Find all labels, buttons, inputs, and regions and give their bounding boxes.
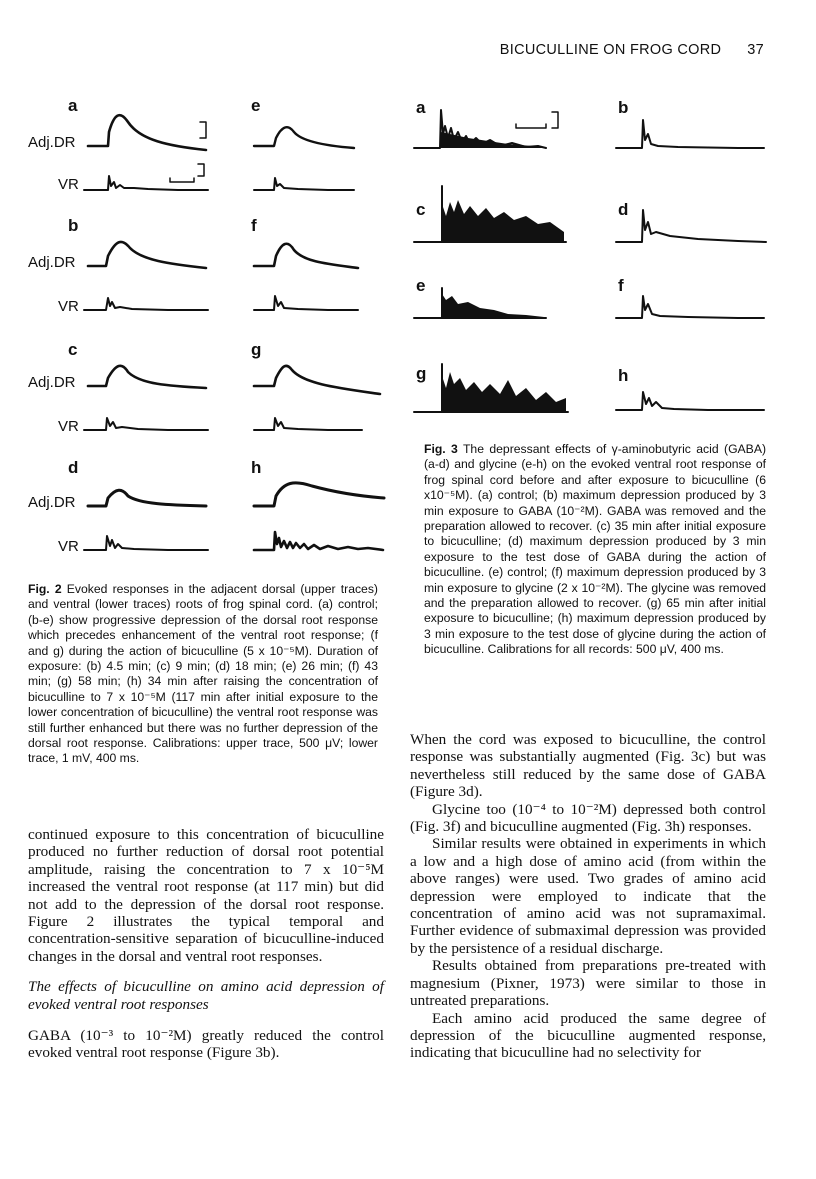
page-number: 37 [747,42,764,58]
fig2-trace-h-dr [254,483,384,506]
fig2-panel-f-label: f [251,216,257,235]
fig3-panel-e-label: e [416,276,426,295]
fig2-calibration-upper [200,122,206,138]
fig2-panel-g-label: g [251,340,262,359]
fig2-trace-a-dr [88,115,206,150]
fig2-panel-e-label: e [251,96,261,115]
fig2-trace-b-vr [84,298,208,310]
fig2-calibration-lower [170,164,204,182]
fig2-trace-d-dr [88,490,206,506]
fig2-trace-b-dr [88,242,206,268]
fig2-trace-g-dr [254,366,380,394]
left-column [28,826,384,1062]
left-para-1: continued exposure to this concentration of bicuculline produced no further reduction of dorsal root potential amplitude, raising the concentration to 7 x 10⁻⁵M increased the ventral root response (at 117 min) but did not add to the depression of the dorsal root response. Figure 2 illustrates the typical temporal and concentration-sensitive separation of bicuculline-induced changes in the dorsal and ventral root responses. [28,826,384,965]
right-para-1: When the cord was exposed to bicuculline, the control response was substantially augmented (Fig. 3c) but was nevertheless still reduced by the same dose of GABA (Figure 3d). [410,731,766,801]
right-para-4: Results obtained from preparations pre-treated with magnesium (Pixner, 1973) were similar to those in untreated preparations. [410,957,766,1010]
fig2-trace-f-dr [254,244,358,268]
fig2-trace-e-dr [254,127,354,148]
fig2-trace-g-vr [254,418,362,430]
fig3-trace-f [616,296,764,318]
fig2-trace-a-vr [84,176,208,190]
right-para-5: Each amino acid produced the same degree of depression of the bicuculline augmented response, indicating that bicuculline had no selectivity for [410,1009,766,1062]
fig2-adjdr-label-c: Adj.DR [28,374,76,391]
fig3-trace-c-fill [442,200,564,242]
fig2-vr-label-c: VR [58,418,79,435]
fig3-trace-b [616,120,764,148]
fig2-panel-d-label: d [68,458,79,477]
fig2-trace-e-vr [254,178,354,190]
figure-3 [408,92,778,432]
right-column [410,731,766,1062]
fig2-panel-c-label: c [68,340,78,359]
fig2-caption-text: Evoked responses in the adjacent dorsal (upper traces) and ventral (lower traces) roots of frog spinal cord. (a) control; (b-e) show progressive depression of the dorsal root response which precedes enhancement of the ventral root response; (f and g) during the action of bicuculline (5 x 10⁻⁵M). Duration of exposure: (b) 4.5 min; (c) 9 min; (d) 18 min; (e) 26 min; (f) 43 min; (g) 58 min; (h) 34 min after raising the concentration of bicuculline to 7 x 10⁻⁵M (117 min after initial exposure to the lower concentration of bicuculline) the ventral root response was still further enhanced but there was no further depression of the dorsal root response. Calibrations: upper trace, 500 μV; lower trace, 1 mV, 400 ms. [28,582,378,766]
running-header [500,42,764,58]
fig3-panel-b-label: b [618,98,629,117]
right-para-3: Similar results were obtained in experiments in which a low and a high dose of amino acid (from within the above ranges) were used. Two grades of amino acid depression were employed to indicate that the concentration of amino acid was not supramaximal. Further evidence of submaximal depression was provided by the persistence of a residual discharge. [410,835,766,957]
fig2-trace-d-vr [84,536,208,550]
fig2-adjdr-label-d: Adj.DR [28,494,76,511]
fig3-caption-text: The depressant effects of γ-aminobutyric acid (GABA) (a-d) and glycine (e-h) on the evoked ventral root response of frog spinal cord before and after exposure to bicuculline (6 x10⁻⁵M). (a) control; (b) maximum depression produced by 3 min exposure to GABA (10⁻²M). GABA was removed and the preparation allowed to recover. (c) 35 min after initial exposure to bicuculline; (d) maximum depression produced by 3 min exposure to the test dose of GABA during the action of bicuculline. (e) control; (f) maximum depression produced by 3 min exposure to glycine (2 x 10⁻²M). The glycine was removed and the preparation allowed to recover. (g) 65 min after initial exposure to bicuculline; (h) maximum depression produced by 3 min exposure to the test dose of glycine during the action of bicuculline. Calibrations for all records: 500 μV, 400 ms. [424,442,767,657]
fig3-panel-h-label: h [618,366,629,385]
fig3-panel-c-label: c [416,200,426,219]
fig2-vr-label-a: VR [58,176,79,193]
fig2-caption-label: Fig. 2 [28,582,62,596]
figure-2 [28,92,388,572]
fig2-trace-c-vr [84,418,208,430]
section-heading: The effects of bicuculline on amino acid depression of evoked ventral root responses [28,978,384,1013]
fig2-trace-h-vr [254,532,383,550]
fig3-trace-g-fill [442,372,566,412]
fig3-caption-label: Fig. 3 [424,442,458,456]
fig3-panel-f-label: f [618,276,624,295]
fig3-panel-d-label: d [618,200,629,219]
fig3-calibration [516,112,558,128]
fig3-trace-h [616,392,764,410]
fig2-trace-f-vr [254,296,358,310]
fig3-panel-a-label: a [416,98,426,117]
fig2-panel-a-label: a [68,96,78,115]
fig2-panel-b-label: b [68,216,79,235]
right-para-2: Glycine too (10⁻⁴ to 10⁻²M) depressed both control (Fig. 3f) and bicuculline augmented (Fig. 3h) responses. [410,800,766,836]
running-title: BICUCULLINE ON FROG CORD [499,42,722,58]
fig3-traces [408,92,778,432]
fig2-trace-c-dr [88,366,206,388]
fig3-trace-d [616,210,766,242]
fig2-adjdr-label-a: Adj.DR [28,134,76,151]
fig2-vr-label-d: VR [58,538,79,555]
fig3-trace-e-fill [442,294,544,318]
left-para-2: GABA (10⁻³ to 10⁻²M) greatly reduced the control evoked ventral root response (Figure 3b). [28,1027,384,1062]
fig2-panel-h-label: h [251,458,262,477]
fig2-caption [28,582,378,767]
fig2-traces [28,92,388,572]
fig3-panel-g-label: g [416,364,427,383]
fig2-vr-label-b: VR [58,298,79,315]
fig3-caption [424,442,766,658]
fig2-adjdr-label-b: Adj.DR [28,254,76,271]
